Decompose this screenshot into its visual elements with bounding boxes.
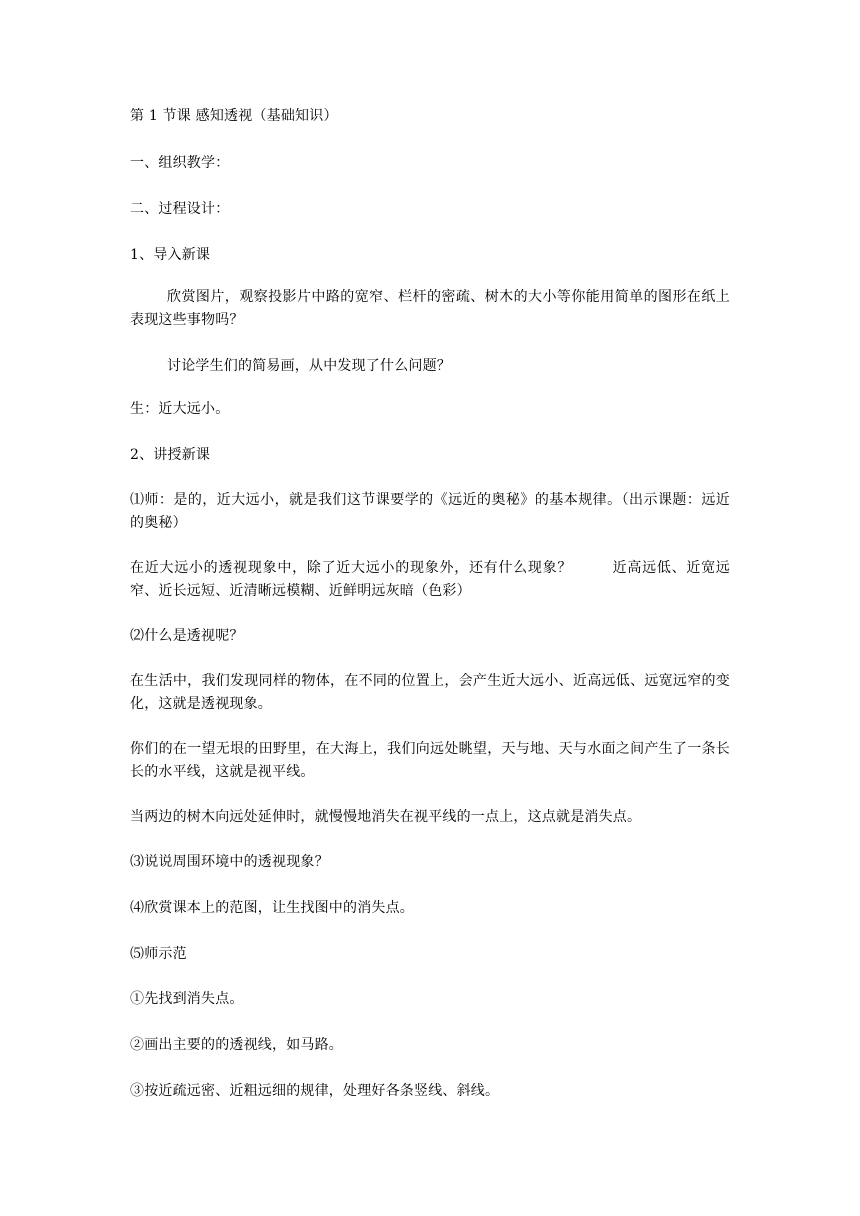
- paragraph-other-phenomena: [130, 557, 730, 603]
- section-organize-teaching: 一、组织教学：: [130, 155, 230, 171]
- step-draw-perspective-lines: ②画出主要的的透视线，如马路。: [130, 1037, 343, 1053]
- section-process-design: 二、过程设计：: [130, 201, 230, 217]
- other-phenomena-answer: 近高远低、近宽远窄、近长远短、近清晰远模糊、近鲜明远灰暗（色彩）: [130, 560, 731, 599]
- lesson-title: 第 1 节课 感知透视（基础知识）: [130, 108, 338, 124]
- paragraph-perspective-definition: 在生活中，我们发现同样的物体，在不同的位置上，会产生近大远小、近高远低、远宽远窄的变化，这就是透视现象。: [130, 673, 730, 712]
- paragraph-horizon-line: 你们的在一望无垠的田野里，在大海上，我们向远处眺望，天与地、天与水面之间产生了一条长长的水平线，这就是视平线。: [130, 741, 730, 780]
- other-phenomena-question: 在近大远小的透视现象中，除了近大远小的现象外，还有什么现象？: [130, 560, 573, 576]
- heading-teacher-demo: ⑸师示范: [130, 946, 187, 962]
- step-handle-lines: ③按近疏远密、近粗远细的规律，处理好各条竖线、斜线。: [130, 1083, 500, 1099]
- paragraph-textbook-examples: ⑷欣赏课本上的范图，让生找图中的消失点。: [130, 900, 414, 916]
- paragraph-vanishing-point: 当两边的树木向远处延伸时，就慢慢地消失在视平线的一点上，这点就是消失点。: [130, 809, 642, 825]
- step-find-vanishing-point: ①先找到消失点。: [130, 991, 244, 1007]
- heading-what-is-perspective: ⑵什么是透视呢？: [130, 628, 244, 644]
- paragraph-appreciate-pictures: 欣赏图片，观察投影片中路的宽窄、栏杆的密疏、树木的大小等你能用简单的图形在纸上表现这些事物吗？: [130, 289, 730, 328]
- paragraph-student-answer: 生：近大远小。: [130, 401, 230, 417]
- paragraph-discuss-drawings: 讨论学生们的简易画，从中发现了什么问题？: [167, 358, 451, 374]
- heading-teach-new-lesson: 2、讲授新课: [130, 447, 211, 463]
- paragraph-surrounding-perspective: ⑶说说周围环境中的透视现象？: [130, 854, 329, 870]
- heading-intro-new-lesson: 1、导入新课: [130, 247, 211, 263]
- paragraph-teacher-intro-topic: ⑴师：是的，近大远小，就是我们这节课要学的《远近的奥秘》的基本规律。（出示课题：远近的奥秘）: [130, 492, 730, 531]
